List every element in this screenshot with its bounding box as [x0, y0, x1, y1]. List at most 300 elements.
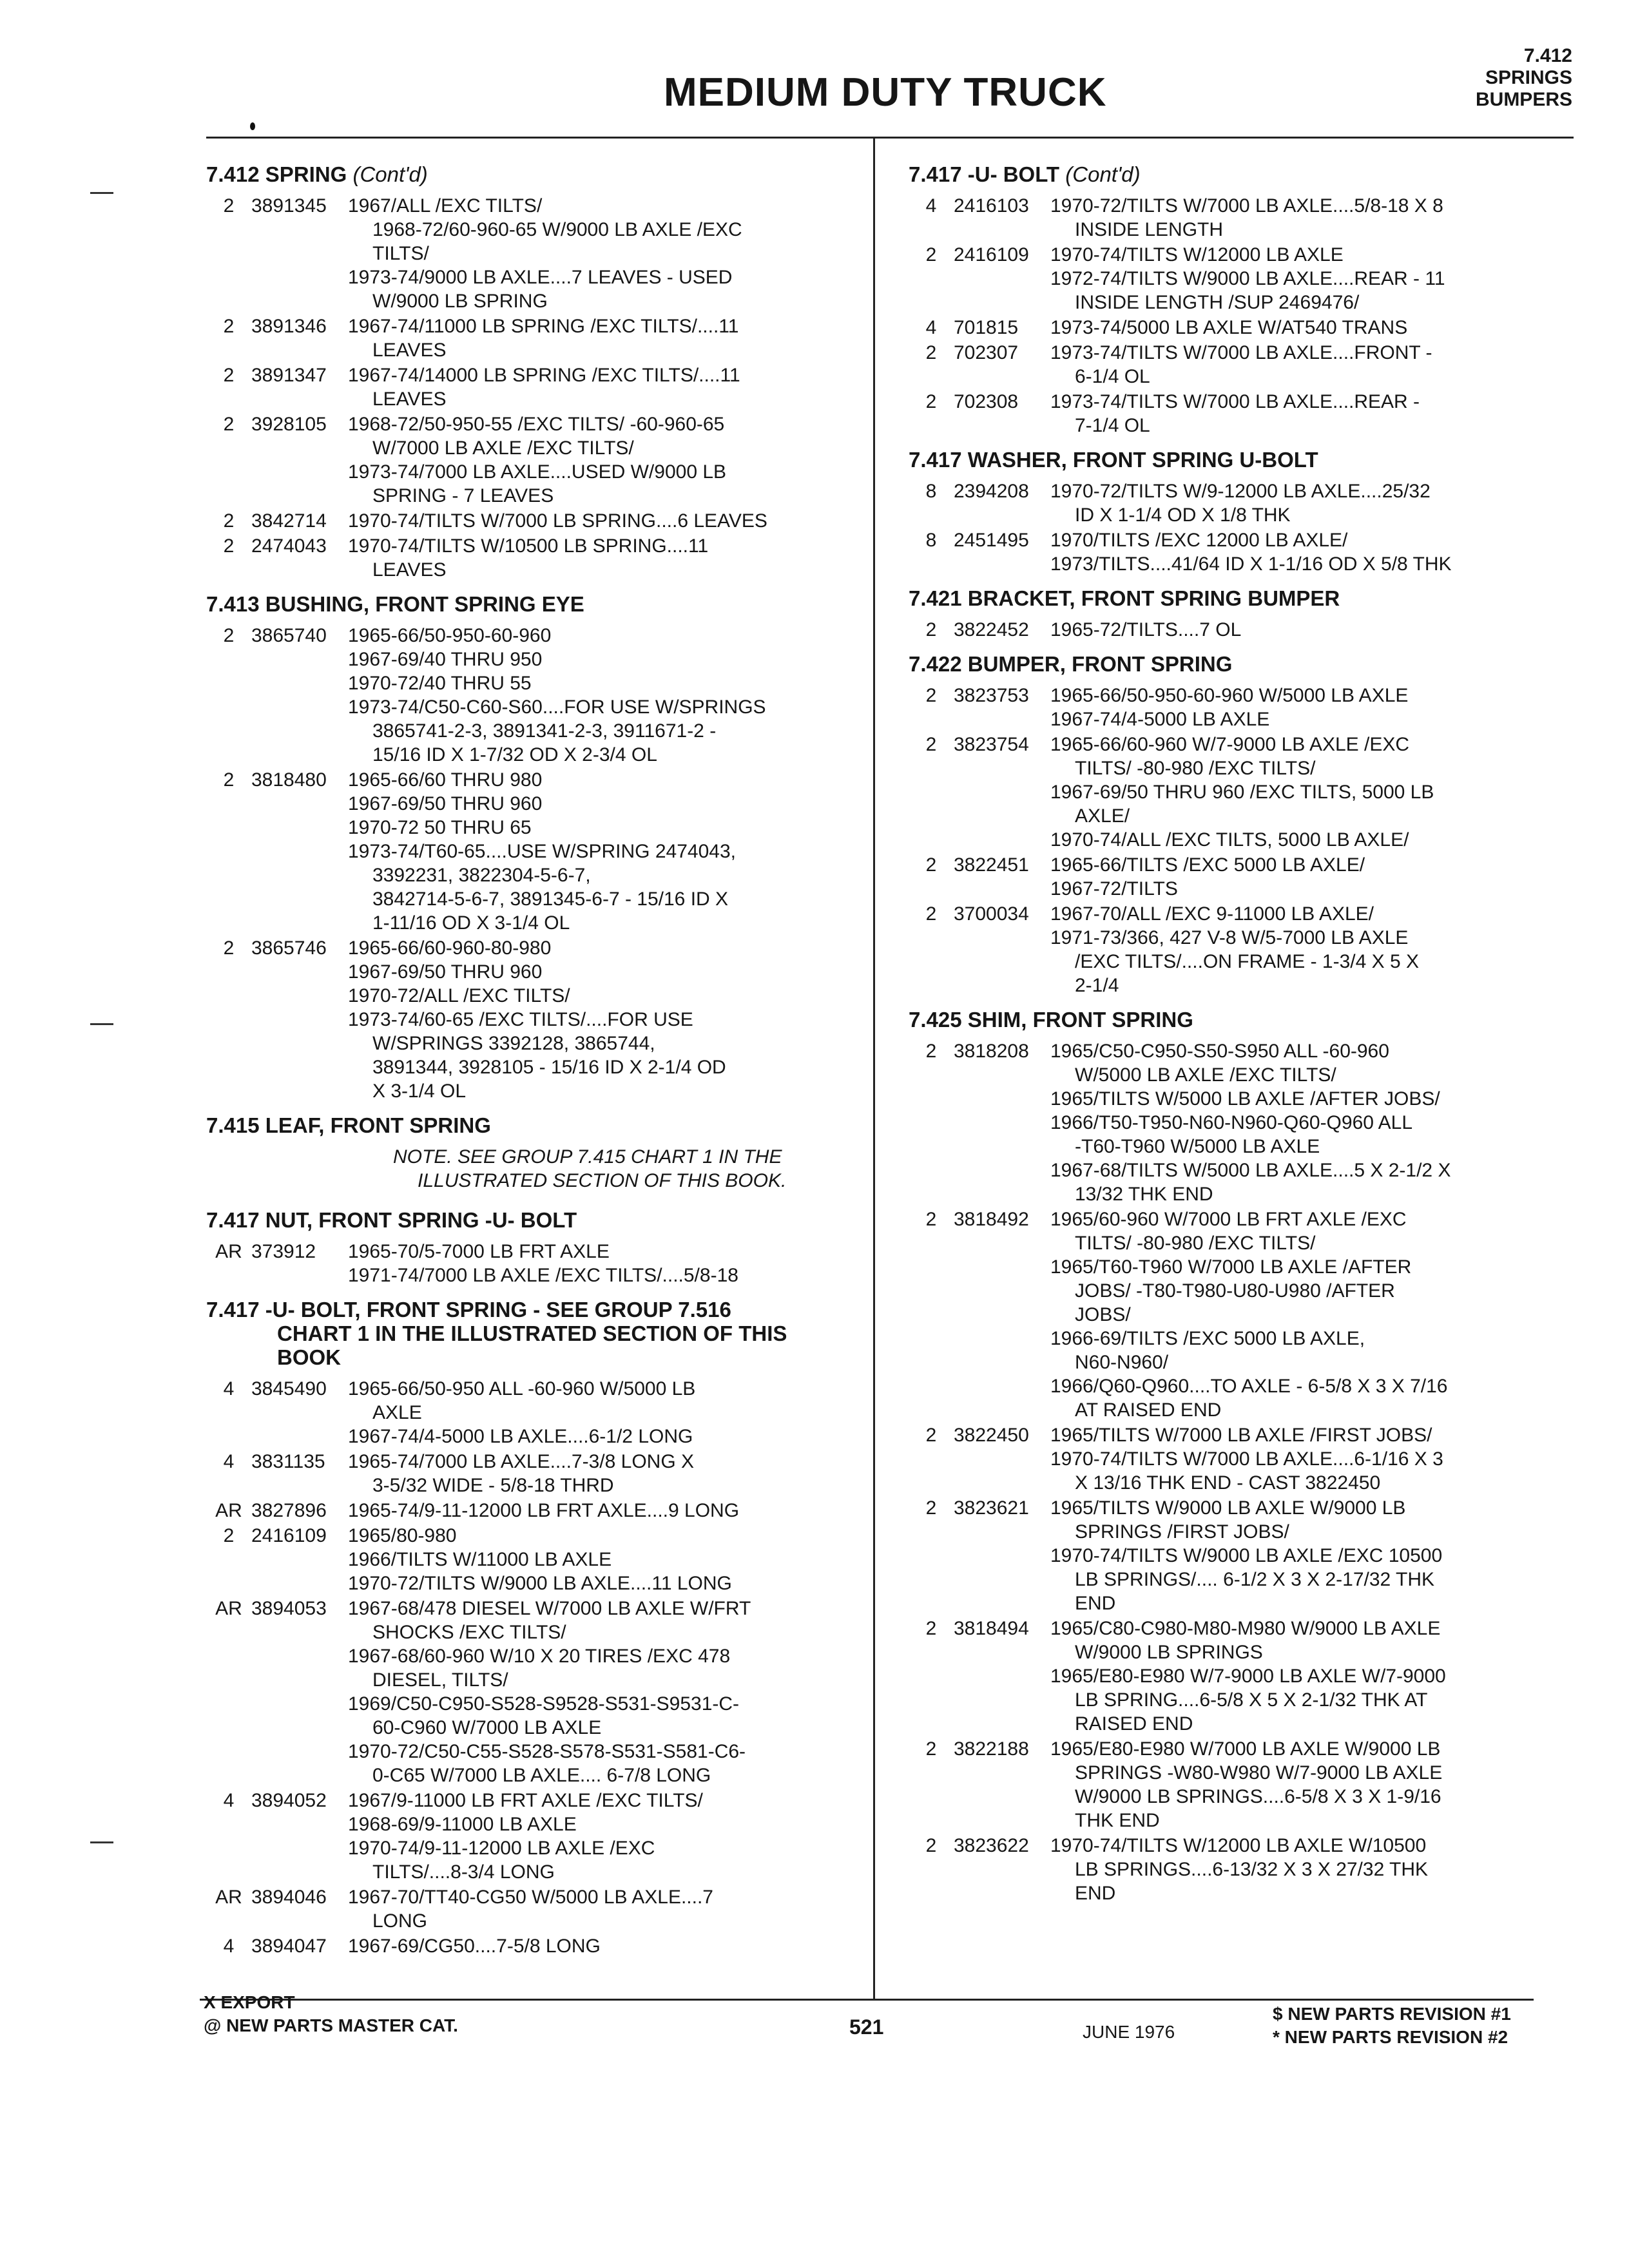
footer-date: JUNE 1976 — [1083, 2022, 1175, 2042]
part-row — [909, 618, 1566, 642]
application-line: 1967-74/4-5000 LB AXLE — [1050, 709, 1270, 730]
application-line: 1973-74/5000 LB AXLE W/AT540 TRANS — [1050, 317, 1408, 338]
application-line: 1970-72/40 THRU 55 — [348, 673, 532, 694]
application-line: N60-N960/ — [1075, 1352, 1169, 1373]
application-line: 1965/80-980 — [348, 1525, 457, 1546]
part-row — [909, 1039, 1566, 1206]
part-number: 3822450 — [954, 1425, 1029, 1446]
application-line: 1973-74/TILTS W/7000 LB AXLE....FRONT - — [1050, 342, 1432, 363]
part-quantity: 8 — [925, 481, 937, 502]
part-number: 3845490 — [251, 1378, 327, 1399]
part-applications — [1050, 618, 1566, 642]
application-line: SPRINGS -W80-W980 W/7-9000 LB AXLE — [1075, 1762, 1443, 1783]
header-rule — [206, 137, 1574, 139]
page-number: 521 — [849, 2015, 884, 2039]
part-number: 3894052 — [251, 1790, 327, 1811]
application-line: 1967-70/TT40-CG50 W/5000 LB AXLE....7 — [348, 1887, 713, 1908]
footer-revision-1: $ NEW PARTS REVISION #1 — [1273, 2004, 1511, 2024]
part-row — [206, 1499, 863, 1523]
part-row — [909, 733, 1566, 852]
part-applications — [348, 1885, 863, 1933]
part-number: 373912 — [251, 1241, 316, 1262]
application-line: 1966/Q60-Q960....TO AXLE - 6-5/8 X 3 X 7/16 — [1050, 1376, 1448, 1397]
part-number: 3865740 — [251, 625, 327, 646]
section-heading — [206, 592, 863, 616]
part-number: 2416109 — [954, 244, 1029, 265]
section-title-line2: CHART 1 IN THE ILLUSTRATED SECTION OF THIS — [277, 1321, 787, 1345]
section-title: 7.417 -U- BOLT — [909, 162, 1060, 186]
section-header — [1476, 45, 1572, 111]
part-applications — [348, 194, 863, 313]
application-line: END — [1075, 1593, 1116, 1614]
part-quantity: 2 — [925, 1618, 937, 1639]
part-applications — [1050, 1737, 1566, 1832]
part-applications — [348, 1789, 863, 1884]
footer-legend-left — [204, 1991, 458, 2037]
part-number: 3818208 — [954, 1041, 1029, 1062]
margin-mark — [90, 192, 113, 194]
section-gap — [909, 577, 1566, 585]
part-row — [909, 1737, 1566, 1832]
part-quantity: 2 — [925, 244, 937, 265]
part-applications — [1050, 853, 1566, 901]
section-gap — [909, 643, 1566, 651]
application-line: 1967-74/14000 LB SPRING /EXC TILTS/....11 — [348, 365, 740, 386]
section-title: 7.422 BUMPER, FRONT SPRING — [909, 652, 1233, 676]
application-line: 1965-66/60-960 W/7-9000 LB AXLE /EXC — [1050, 734, 1410, 755]
part-number: 3822451 — [954, 854, 1029, 876]
application-line: INSIDE LENGTH /SUP 2469476/ — [1075, 292, 1360, 313]
section-gap — [206, 1199, 863, 1207]
footer-master-cat: @ NEW PARTS MASTER CAT. — [204, 2015, 458, 2035]
section-heading — [909, 586, 1566, 610]
part-row — [206, 412, 863, 508]
part-applications — [1050, 1039, 1566, 1206]
part-quantity: 2 — [925, 1497, 937, 1519]
part-applications — [348, 1524, 863, 1595]
page-title: MEDIUM DUTY TRUCK — [664, 70, 1107, 115]
application-line: 1965-66/50-950-60-960 W/5000 LB AXLE — [1050, 685, 1409, 706]
application-line: 1970-74/TILTS W/10500 LB SPRING....11 — [348, 535, 709, 557]
application-line: 1965/T60-T960 W/7000 LB AXLE /AFTER — [1050, 1256, 1412, 1278]
part-applications — [348, 936, 863, 1103]
part-number: 701815 — [954, 317, 1019, 338]
part-quantity: 4 — [925, 195, 937, 216]
part-applications — [1050, 341, 1566, 389]
part-number: 3818492 — [954, 1209, 1029, 1230]
application-line: W/7000 LB AXLE /EXC TILTS/ — [372, 437, 634, 459]
part-applications — [1050, 1617, 1566, 1736]
part-number: 3891346 — [251, 316, 327, 337]
application-line: LEAVES — [372, 559, 447, 581]
part-applications — [1050, 1423, 1566, 1495]
application-line: 3842714-5-6-7, 3891345-6-7 - 15/16 ID X — [372, 889, 729, 910]
part-applications — [1050, 1207, 1566, 1422]
part-number: 3891345 — [251, 195, 327, 216]
application-line: 1965-66/50-950-60-960 — [348, 625, 552, 646]
part-number: 3823622 — [954, 1835, 1029, 1856]
part-number: 3823621 — [954, 1497, 1029, 1519]
section-heading — [909, 162, 1566, 186]
section-name-springs: SPRINGS — [1485, 67, 1572, 88]
part-number: 702308 — [954, 391, 1019, 412]
application-line: 1970-74/TILTS W/7000 LB AXLE....6-1/16 X 3 — [1050, 1448, 1443, 1470]
application-line: AXLE/ — [1075, 805, 1130, 827]
application-line: 1970-72/TILTS W/9-12000 LB AXLE....25/32 — [1050, 481, 1431, 502]
application-line: NOTE. SEE GROUP 7.415 CHART 1 IN THE — [393, 1146, 782, 1168]
part-number: 3865746 — [251, 937, 327, 959]
part-applications — [348, 1377, 863, 1448]
part-row — [206, 1934, 863, 1958]
application-line: 1970-74/TILTS W/12000 LB AXLE W/10500 — [1050, 1835, 1427, 1856]
application-line: 1970-72/TILTS W/7000 LB AXLE....5/8-18 X 8 — [1050, 195, 1443, 216]
section-title-line3: BOOK — [277, 1345, 341, 1369]
part-row — [206, 509, 863, 533]
application-line: 6-1/4 OL — [1075, 366, 1150, 387]
section-title: 7.412 SPRING — [206, 162, 347, 186]
application-line: DIESEL, TILTS/ — [372, 1669, 508, 1691]
part-row — [909, 316, 1566, 340]
part-applications — [1050, 194, 1566, 242]
part-quantity: 2 — [925, 734, 937, 755]
part-quantity: 2 — [925, 1209, 937, 1230]
application-line: 1965-74/7000 LB AXLE....7-3/8 LONG X — [348, 1451, 695, 1472]
application-line: 1965/TILTS W/9000 LB AXLE W/9000 LB — [1050, 1497, 1406, 1519]
part-row — [909, 1207, 1566, 1422]
part-quantity: 2 — [223, 316, 235, 337]
part-row — [206, 936, 863, 1103]
section-heading — [909, 448, 1566, 472]
part-row — [909, 1496, 1566, 1615]
application-line: 1967-69/CG50....7-5/8 LONG — [348, 1936, 601, 1957]
application-line: 1965-66/60 THRU 980 — [348, 769, 543, 791]
application-line: TILTS/ -80-980 /EXC TILTS/ — [1075, 758, 1316, 779]
application-line: 1970-72/ALL /EXC TILTS/ — [348, 985, 570, 1006]
part-number: 3822452 — [954, 619, 1029, 640]
part-quantity: 4 — [223, 1936, 235, 1957]
application-line: 1970-74/ALL /EXC TILTS, 5000 LB AXLE/ — [1050, 829, 1409, 850]
part-quantity: 8 — [925, 530, 937, 551]
application-line: LB SPRINGS....6-13/32 X 3 X 27/32 THK — [1075, 1859, 1429, 1880]
application-line: 1967-68/478 DIESEL W/7000 LB AXLE W/FRT — [348, 1598, 751, 1619]
part-quantity: 2 — [223, 535, 235, 557]
application-line: 1967-74/4-5000 LB AXLE....6-1/2 LONG — [348, 1426, 693, 1447]
application-line: W/9000 LB SPRINGS....6-5/8 X 3 X 1-9/16 — [1075, 1786, 1441, 1807]
application-line: 1973-74/T60-65....USE W/SPRING 2474043, — [348, 841, 736, 862]
part-quantity: 2 — [925, 619, 937, 640]
application-line: 1965/E80-E980 W/7-9000 LB AXLE W/7-9000 — [1050, 1666, 1446, 1687]
application-line: 1973-74/TILTS W/7000 LB AXLE....REAR - — [1050, 391, 1420, 412]
part-number: 3831135 — [251, 1451, 325, 1472]
part-applications — [1050, 390, 1566, 437]
part-applications — [348, 624, 863, 767]
part-quantity: 2 — [925, 1835, 937, 1856]
application-line: 1967-69/50 THRU 960 — [348, 793, 543, 814]
application-line: 1967-70/ALL /EXC 9-11000 LB AXLE/ — [1050, 903, 1374, 925]
part-quantity: 2 — [925, 1041, 937, 1062]
part-row — [909, 194, 1566, 242]
part-applications — [348, 1597, 863, 1787]
application-line: 1970-74/9-11-12000 LB AXLE /EXC — [348, 1838, 655, 1859]
part-row — [206, 1789, 863, 1884]
part-number: 2394208 — [954, 481, 1029, 502]
application-line: X 13/16 THK END - CAST 3822450 — [1075, 1472, 1381, 1494]
part-quantity: 2 — [223, 195, 235, 216]
application-line: 1965/C50-C950-S50-S950 ALL -60-960 — [1050, 1041, 1389, 1062]
application-line: W/SPRINGS 3392128, 3865744, — [372, 1033, 655, 1054]
application-line: END — [1075, 1883, 1116, 1904]
application-line: 1966/T50-T950-N60-N960-Q60-Q960 ALL — [1050, 1112, 1413, 1133]
part-applications — [348, 1934, 863, 1958]
part-applications — [1050, 243, 1566, 314]
application-line: 1965-70/5-7000 LB FRT AXLE — [348, 1241, 610, 1262]
part-row — [909, 684, 1566, 731]
application-line: 1965/TILTS W/5000 LB AXLE /AFTER JOBS/ — [1050, 1088, 1440, 1110]
application-line: 3865741-2-3, 3891341-2-3, 3911671-2 - — [372, 720, 717, 742]
part-row — [206, 194, 863, 313]
part-row — [206, 624, 863, 767]
part-number: 3894047 — [251, 1936, 327, 1957]
footer-legend-right — [1273, 2003, 1511, 2049]
application-line: 0-C65 W/7000 LB AXLE.... 6-7/8 LONG — [372, 1765, 711, 1786]
part-quantity: 2 — [925, 391, 937, 412]
application-line: 1971-74/7000 LB AXLE /EXC TILTS/....5/8-18 — [348, 1265, 738, 1286]
application-line: LONG — [372, 1910, 428, 1932]
application-line: 1969/C50-C950-S528-S9528-S531-S9531-C- — [348, 1693, 740, 1715]
part-quantity: AR — [215, 1598, 242, 1619]
part-quantity: 2 — [223, 1525, 235, 1546]
application-line: SHOCKS /EXC TILTS/ — [372, 1622, 566, 1643]
part-row — [206, 314, 863, 362]
part-number: 3818494 — [954, 1618, 1029, 1639]
part-row — [909, 243, 1566, 314]
application-line: 1967/9-11000 LB FRT AXLE /EXC TILTS/ — [348, 1790, 703, 1811]
application-line: 2-1/4 — [1075, 975, 1119, 996]
section-title: 7.417 NUT, FRONT SPRING -U- BOLT — [206, 1208, 577, 1232]
part-row — [909, 341, 1566, 389]
application-line: 1965-74/9-11-12000 LB FRT AXLE....9 LONG — [348, 1500, 740, 1521]
application-line: 1973-74/60-65 /EXC TILTS/....FOR USE — [348, 1009, 693, 1030]
part-applications — [1050, 316, 1566, 340]
section-gap — [206, 1289, 863, 1296]
application-line: 13/32 THK END — [1075, 1184, 1213, 1205]
part-number: 2416109 — [251, 1525, 327, 1546]
application-line: 1973/TILTS....41/64 ID X 1-1/16 OD X 5/8 THK — [1050, 553, 1452, 575]
part-applications — [1050, 1834, 1566, 1905]
part-quantity: 4 — [223, 1790, 235, 1811]
application-line: 3891344, 3928105 - 15/16 ID X 2-1/4 OD — [372, 1057, 726, 1078]
margin-mark — [90, 1023, 113, 1025]
application-line: 3-5/32 WIDE - 5/8-18 THRD — [372, 1475, 614, 1496]
part-number: 2474043 — [251, 535, 327, 557]
column-divider — [873, 139, 875, 2001]
application-line: 1972-74/TILTS W/9000 LB AXLE....REAR - 11 — [1050, 268, 1445, 289]
section-gap — [909, 1907, 1566, 1914]
part-quantity: 2 — [925, 903, 937, 925]
part-row — [909, 902, 1566, 997]
application-line: 1967-72/TILTS — [1050, 878, 1178, 899]
part-row — [909, 390, 1566, 437]
part-applications — [348, 768, 863, 935]
footer-export: X EXPORT — [204, 1992, 295, 2012]
application-line: 1967/ALL /EXC TILTS/ — [348, 195, 543, 216]
part-row — [909, 479, 1566, 527]
part-applications — [1050, 733, 1566, 852]
section-title: 7.425 SHIM, FRONT SPRING — [909, 1008, 1193, 1032]
part-row — [909, 1617, 1566, 1736]
section-heading — [206, 1208, 863, 1232]
application-line: 3392231, 3822304-5-6-7, — [372, 865, 591, 886]
part-applications — [348, 534, 863, 582]
part-quantity: 4 — [925, 317, 937, 338]
part-number: 702307 — [954, 342, 1019, 363]
application-line: TILTS/ -80-980 /EXC TILTS/ — [1075, 1233, 1316, 1254]
part-row — [206, 363, 863, 411]
part-row — [909, 1423, 1566, 1495]
part-quantity: 2 — [223, 625, 235, 646]
application-line: 1970-74/TILTS W/9000 LB AXLE /EXC 10500 — [1050, 1545, 1443, 1566]
section-heading — [206, 1298, 863, 1369]
section-heading — [206, 1113, 863, 1137]
part-number: 3891347 — [251, 365, 327, 386]
application-line: 1966/TILTS W/11000 LB AXLE — [348, 1549, 612, 1570]
section-number: 7.412 — [1523, 45, 1572, 66]
application-line: -T60-T960 W/5000 LB AXLE — [1075, 1136, 1320, 1157]
part-quantity: AR — [215, 1241, 242, 1262]
part-row — [206, 1597, 863, 1787]
part-quantity: AR — [215, 1887, 242, 1908]
section-gap — [206, 1959, 863, 1967]
section-note — [206, 1145, 863, 1193]
part-quantity: 2 — [925, 854, 937, 876]
section-title: 7.417 WASHER, FRONT SPRING U-BOLT — [909, 448, 1318, 472]
application-line: TILTS/ — [372, 243, 429, 264]
section-gap — [909, 439, 1566, 447]
part-applications — [348, 412, 863, 508]
application-line: SPRING - 7 LEAVES — [372, 485, 554, 506]
application-line: 1965-66/TILTS /EXC 5000 LB AXLE/ — [1050, 854, 1365, 876]
footer-revision-2: * NEW PARTS REVISION #2 — [1273, 2027, 1509, 2047]
application-line: 1965/C80-C980-M80-M980 W/9000 LB AXLE — [1050, 1618, 1441, 1639]
continued-label: (Cont'd) — [1065, 162, 1141, 186]
application-line: 1973-74/9000 LB AXLE....7 LEAVES - USED — [348, 267, 733, 288]
part-number: 3928105 — [251, 414, 327, 435]
part-quantity: 2 — [925, 685, 937, 706]
part-applications — [1050, 528, 1566, 576]
application-line: 7-1/4 OL — [1075, 415, 1150, 436]
application-line: LB SPRINGS/.... 6-1/2 X 3 X 2-17/32 THK — [1075, 1569, 1435, 1590]
part-number: 3818480 — [251, 769, 327, 791]
part-quantity: 2 — [925, 1425, 937, 1446]
section-gap — [206, 1104, 863, 1112]
part-applications — [1050, 479, 1566, 527]
application-line: LEAVES — [372, 340, 447, 361]
section-title: 7.417 -U- BOLT, FRONT SPRING - SEE GROUP 7.516 — [206, 1298, 731, 1321]
application-line: 1967-68/TILTS W/5000 LB AXLE....5 X 2-1/2 X — [1050, 1160, 1451, 1181]
application-line: 1970/TILTS /EXC 12000 LB AXLE/ — [1050, 530, 1348, 551]
part-number: 3823754 — [954, 734, 1029, 755]
part-number: 3894046 — [251, 1887, 327, 1908]
application-line: 1970-72/C50-C55-S528-S578-S531-S581-C6- — [348, 1741, 746, 1762]
part-quantity: AR — [215, 1500, 242, 1521]
margin-mark — [90, 1841, 113, 1843]
application-line: JOBS/ -T80-T980-U80-U980 /AFTER — [1075, 1280, 1395, 1302]
application-line: 60-C960 W/7000 LB AXLE — [372, 1717, 602, 1738]
application-line: 1970-74/TILTS W/7000 LB SPRING....6 LEAVES — [348, 510, 767, 532]
application-line: W/5000 LB AXLE /EXC TILTS/ — [1075, 1064, 1336, 1086]
application-line: 1973-74/7000 LB AXLE....USED W/9000 LB — [348, 461, 727, 483]
application-line: 1967-69/50 THRU 960 — [348, 961, 543, 983]
section-heading — [909, 652, 1566, 676]
application-line: 1968-69/9-11000 LB AXLE — [348, 1814, 577, 1835]
application-line: 1967-74/11000 LB SPRING /EXC TILTS/....11 — [348, 316, 739, 337]
section-title: 7.421 BRACKET, FRONT SPRING BUMPER — [909, 586, 1340, 610]
application-line: LEAVES — [372, 389, 447, 410]
part-number: 2451495 — [954, 530, 1029, 551]
part-row — [206, 534, 863, 582]
application-line: 1967-69/40 THRU 950 — [348, 649, 543, 670]
application-line: W/9000 LB SPRING — [372, 291, 548, 312]
application-line: THK END — [1075, 1810, 1160, 1831]
part-applications — [348, 1450, 863, 1497]
part-applications — [1050, 684, 1566, 731]
part-number: 3842714 — [251, 510, 327, 532]
part-row — [909, 1834, 1566, 1905]
application-line: 1965-66/50-950 ALL -60-960 W/5000 LB — [348, 1378, 696, 1399]
part-row — [909, 528, 1566, 576]
part-number: 3894053 — [251, 1598, 327, 1619]
part-number: 3823753 — [954, 685, 1029, 706]
application-line: 1970-74/TILTS W/12000 LB AXLE — [1050, 244, 1344, 265]
application-line: /EXC TILTS/....ON FRAME - 1-3/4 X 5 X — [1075, 951, 1420, 972]
part-row — [206, 768, 863, 935]
left-column — [206, 161, 863, 1967]
application-line: RAISED END — [1075, 1713, 1193, 1735]
section-title: 7.413 BUSHING, FRONT SPRING EYE — [206, 592, 584, 616]
application-line: 1970-72 50 THRU 65 — [348, 817, 532, 838]
right-column — [909, 161, 1566, 1914]
application-line: TILTS/....8-3/4 LONG — [372, 1861, 555, 1883]
part-quantity: 2 — [223, 365, 235, 386]
section-heading — [909, 1008, 1566, 1032]
part-number: 3822188 — [954, 1738, 1029, 1760]
application-line: JOBS/ — [1075, 1304, 1131, 1325]
application-line: 1965-72/TILTS....7 OL — [1050, 619, 1242, 640]
continued-label: (Cont'd) — [352, 162, 428, 186]
part-row — [206, 1450, 863, 1497]
application-line: ILLUSTRATED SECTION OF THIS BOOK. — [418, 1170, 787, 1191]
part-quantity: 2 — [223, 510, 235, 532]
application-line: INSIDE LENGTH — [1075, 219, 1224, 240]
part-number: 3827896 — [251, 1500, 327, 1521]
application-line: SPRINGS /FIRST JOBS/ — [1075, 1521, 1289, 1542]
application-line: LB SPRING....6-5/8 X 5 X 2-1/32 THK AT — [1075, 1689, 1428, 1711]
part-applications — [348, 314, 863, 362]
section-gap — [206, 583, 863, 591]
application-line: AXLE — [372, 1402, 422, 1423]
application-line: ID X 1-1/4 OD X 1/8 THK — [1075, 505, 1291, 526]
part-applications — [348, 363, 863, 411]
application-line: AT RAISED END — [1075, 1399, 1222, 1421]
part-row — [206, 1885, 863, 1933]
application-line: 1968-72/60-960-65 W/9000 LB AXLE /EXC — [372, 219, 742, 240]
section-name-bumpers: BUMPERS — [1475, 89, 1572, 110]
part-applications — [348, 1240, 863, 1287]
application-line: 1967-68/60-960 W/10 X 20 TIRES /EXC 478 — [348, 1646, 731, 1667]
application-line: 1965/TILTS W/7000 LB AXLE /FIRST JOBS/ — [1050, 1425, 1432, 1446]
application-line: 1-11/16 OD X 3-1/4 OL — [372, 912, 570, 934]
part-row — [206, 1240, 863, 1287]
